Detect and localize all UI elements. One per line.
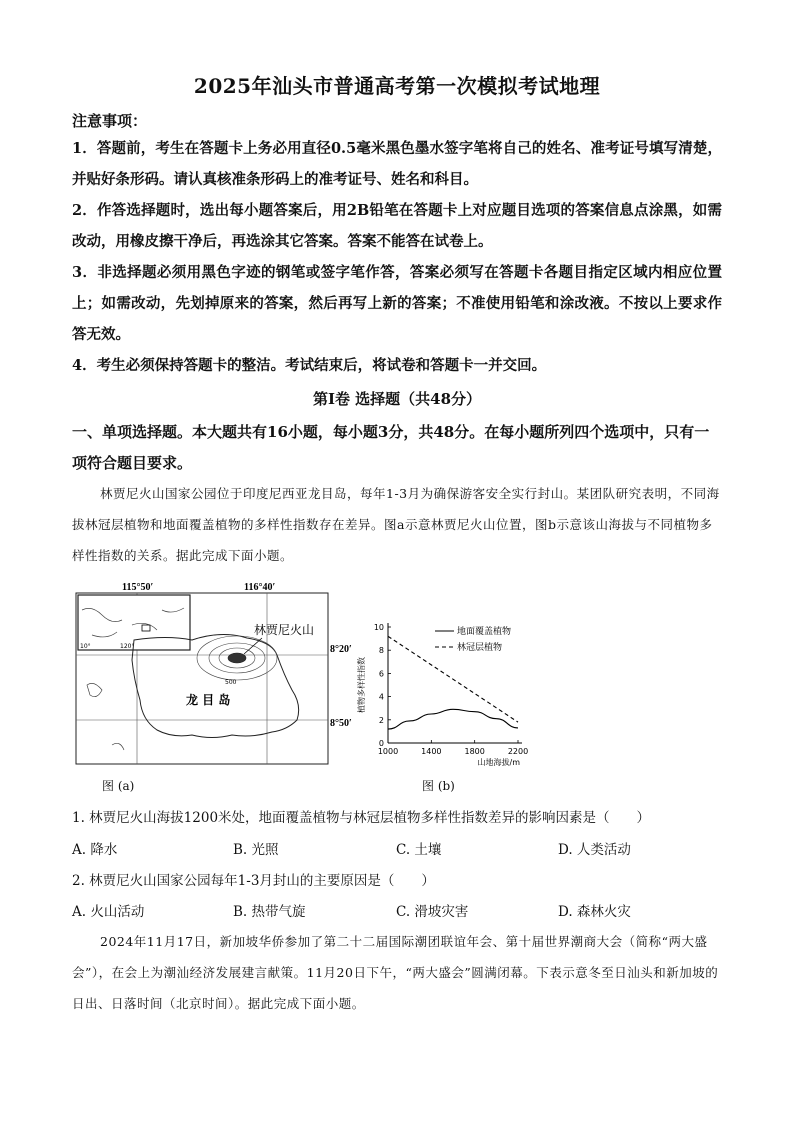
question-1-option-d[interactable]: D. 人类活动 <box>558 842 631 858</box>
map-lon-label-1: 115°50′ <box>122 582 154 593</box>
x-tick-label: 1800 <box>464 747 485 756</box>
note-item-3: 3．非选择题必须用黑色字迹的钢笔或签字笔作答，答案必须写在答题卡各题目指定区域内相应位置上；如需改动，先划掉原来的答案，然后再写上新的答案；不准使用铅笔和涂改液。不按以上要求作答无效。 <box>72 264 722 343</box>
contour-label: 500 <box>225 679 237 686</box>
volcano-label: 林贾尼火山 <box>254 623 315 637</box>
map-lat-label-2: 8°50′ <box>330 718 352 729</box>
question-1-option-a[interactable]: A. 降水 <box>72 842 118 858</box>
island-label: 龙 目 岛 <box>186 693 231 707</box>
map-lon-label-2: 116°40′ <box>244 582 276 593</box>
x-tick-label: 2200 <box>507 747 529 756</box>
series-line-1 <box>388 709 518 729</box>
legend-label-2: 林冠层植物 <box>457 643 503 653</box>
x-tick-label: 1000 <box>377 747 399 756</box>
question-2-option-d[interactable]: D. 森林火灾 <box>558 904 631 920</box>
section-title: 第Ⅰ卷 选择题（共48分） <box>312 390 482 408</box>
y-tick-label: 4 <box>378 692 384 702</box>
question-1-stem: 1. 林贾尼火山海拔1200米处，地面覆盖植物与林冠层植物多样性指数差异的影响因素是（ ） <box>72 810 651 826</box>
page-title: 2025年汕头市普通高考第一次模拟考试地理 <box>193 74 601 98</box>
figure-b-chart <box>350 615 540 795</box>
note-item-4: 4．考生必须保持答题卡的整洁。考试结束后，将试卷和答题卡一并交回。 <box>72 357 547 374</box>
inset-label-120: 120° <box>120 643 135 650</box>
question-2-option-a[interactable]: A. 火山活动 <box>72 904 145 920</box>
passage-1: 林贾尼火山国家公园位于印度尼西亚龙目岛，每年1-3月为确保游客安全实行封山。某团队研究表明，不同海拔林冠层植物和地面覆盖植物的多样性指数存在差异。图a示意林贾尼火山位置，图b示意该山海拔与不同植物多样性指数的关系。据此完成下面小题。 <box>72 486 720 563</box>
legend-label-1: 地面覆盖植物 <box>457 627 512 637</box>
map-lat-label-1: 8°20′ <box>330 644 352 655</box>
notes-heading: 注意事项： <box>72 112 148 130</box>
x-axis-title: 山地海拔/m <box>477 758 520 767</box>
note-item-1: 1．答题前，考生在答题卡上务必用直径0.5毫米黑色墨水签字笔将自己的姓名、准考证号填写清楚，并贴好条形码。请认真核准条形码上的准考证号、姓名和科目。 <box>72 140 722 188</box>
x-tick-label: 1400 <box>421 747 442 756</box>
y-tick-label: 10 <box>373 623 384 632</box>
figure-a-map <box>72 580 352 793</box>
part-heading: 一、单项选择题。本大题共有16小题，每小题3分，共48分。在每小题所列四个选项中，只有一项符合题目要求。 <box>72 423 710 472</box>
question-1-option-c[interactable]: C. 土壤 <box>396 842 442 858</box>
y-axis-title: 植物多样性指数 <box>357 657 366 713</box>
y-tick-label: 6 <box>378 669 384 679</box>
question-2-option-b[interactable]: B. 热带气旋 <box>233 904 306 920</box>
y-tick-label: 2 <box>378 715 384 725</box>
passage-2: 2024年11月17日，新加坡华侨参加了第二十二届国际潮团联谊年会、第十届世界潮商大会（简称“两大盛会”），在会上为潮汕经济发展建言献策。11月20日下午，“两大盛会”圆满闭幕。下表示意冬至日汕头和新加坡的日出、日落时间（北京时间）。据此完成下面小题。 <box>72 934 719 1011</box>
question-2-option-c[interactable]: C. 滑坡灾害 <box>396 904 469 920</box>
figure-b-caption: 图 (b) <box>422 779 455 793</box>
figure-a-caption: 图 (a) <box>102 779 135 793</box>
question-1-option-b[interactable]: B. 光照 <box>233 842 279 858</box>
inset-label-10: 10° <box>80 643 91 650</box>
question-2-stem: 2. 林贾尼火山国家公园每年1-3月封山的主要原因是（ ） <box>72 873 435 889</box>
note-item-2: 2．作答选择题时，选出每小题答案后，用2B铅笔在答题卡上对应题目选项的答案信息点涂黑，如需改动，用橡皮擦干净后，再选涂其它答案。答案不能答在试卷上。 <box>72 202 722 250</box>
y-tick-label: 0 <box>378 739 384 748</box>
y-tick-label: 8 <box>378 646 384 656</box>
